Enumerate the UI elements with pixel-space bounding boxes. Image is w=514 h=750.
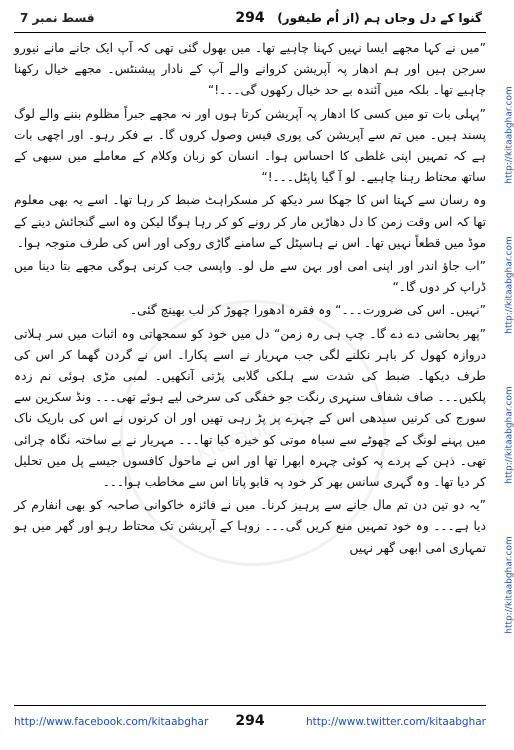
page-header [14,8,486,30]
page-footer [14,712,486,736]
facebook-link[interactable]: http://www.facebook.com/kitaabghar [14,716,209,728]
twitter-link[interactable]: http://www.twitter.com/kitaabghar [306,716,486,728]
paragraph: ”اب جاؤ اندر اور اپنی امی اور بہن سے مل لو۔ واپسی جب کرنی ہوگی مجھے بتا دینا میں ڈراپ کر دوں گا۔“ [14,259,486,295]
page-number-bottom: 294 [235,713,265,729]
page-number-top: 294 [235,10,265,26]
header-divider [14,32,486,33]
side-url[interactable]: http://kitaabghar.com [504,86,514,184]
book-title: گنوا کے دل وجاں ہم (از اُم طیفور) [277,11,482,25]
left-margin-urls [0,40,12,710]
side-url[interactable]: http://kitaabghar.com [504,536,514,634]
paragraph: ”پہلی بات تو میں کسی کا ادھار پہ آپریشن کرتا ہوں اور نہ مجھے جبراً مظلوم بننے والے لوگ پسند ہیں۔ میں تم سے آپریشن کی پوری فیس وصول کروں گا۔ بے فکر رہو۔ اور اچھی بات ہے کہ تمہیں اپنی غلطی کا احساس ہوا۔ انسان کو زبان وکلام کے معاملے میں سبھی کے ساتھ محتاط رہنا چاہیے۔ لو آ گیا پاپٹل۔۔۔!“ [14,106,486,185]
page-body [14,38,486,703]
episode-label: قسط نمبر 7 [20,11,95,25]
right-margin-urls [488,40,514,710]
paragraph: ”پھر بحاشی دے دے گا۔ چپ ہی رہ زمن“ دل میں خود کو سمجھاتی وہ اثبات میں سر ہلاتی دروازہ کھول کر باہر نکلنے لگی جب مہریار نے اسے پکارا۔ اس نے گردن گھما کر اس کی طرف دیکھا۔ ضبط کی شدت سے ہلکی گلابی پڑتی آنکھیں۔ لمبی مڑی ہوئی نم زدہ پلکیں۔۔۔ صاف شفاف سنہری رنگت جو خفگی کی سرخی لیے ہوئے تھی۔۔۔ ونڈ سکرین سے سورج کی کرنیں سیدھی اس کے چہرے پر پڑ رہی تھیں اور ان کرنوں نے اس کی باریک ناک میں پہنے لونگ کے چھوٹے سے سیاہ موتی کو خیرہ کیا تھا۔۔۔ مہریار نے بے ساختہ نگاہ چرائی تھی۔ ذہن کے پردے پہ کوئی چہرہ ابھرا تھا اور اس نے ماحول کافسوں جیسے پل میں تحلیل کر دیا تھا۔ وہ گہری سانس بھر کر خود پہ قابو پاتا اس سے مخاطب ہوا۔۔۔ [14,326,486,490]
paragraph: وہ رسان سے کہتا اس کا جھکا سر دیکھ کر مسکراہٹ ضبط کر رہا تھا۔ اسے یہ بھی معلوم تھا کہ اس وقت زمن کا دل دھاڑیں مار کر رونے کو کر رہا ہوگا لیکن وہ اسے گنجائش دینے کے موڈ میں قطعاً نہیں تھا۔ اس نے ہاسپٹل کے سامنے گاڑی روکی اور اس کی طرف متوجہ ہوا۔ [14,193,486,250]
side-url[interactable]: http://kitaabghar.com [504,236,514,334]
footer-divider [14,705,486,706]
paragraph: ”میں نے کہا مجھے ایسا نہیں کہنا چاہیے تھا۔ میں بھول گئی تھی کہ آپ ایک جانے مانے نیورو سرجن ہیں اور ہم ادھار پہ آپریشن کروانے والے آپ کے نادار پیشنٹس۔ مجھے خیال رکھنا چاہیے تھا۔ بلکہ میں آئندہ بے حد خیال رکھوں گی۔۔۔!“ [14,41,486,98]
paragraph: ”یہ دو تین دن تم مال جانے سے پرہیز کرنا۔ میں نے فائزہ خاکوانی صاحبہ کو بھی انفارم کر دیا ہے۔۔۔ وہ خود تمہیں منع کریں گی۔۔۔ زوہا کے آپریشن تک محتاط رہو اور گھر میں ہو تمہاری امی ابھی گھر نہیں [14,498,486,555]
paragraph: ”نہیں۔ اس کی ضرورت۔۔۔“ وہ فقرہ ادھورا چھوڑ کر لب بھینچ گئی۔ [129,303,486,318]
side-url[interactable]: http://kitaabghar.com [504,386,514,484]
watermark-text: kitaabghar [192,400,314,466]
